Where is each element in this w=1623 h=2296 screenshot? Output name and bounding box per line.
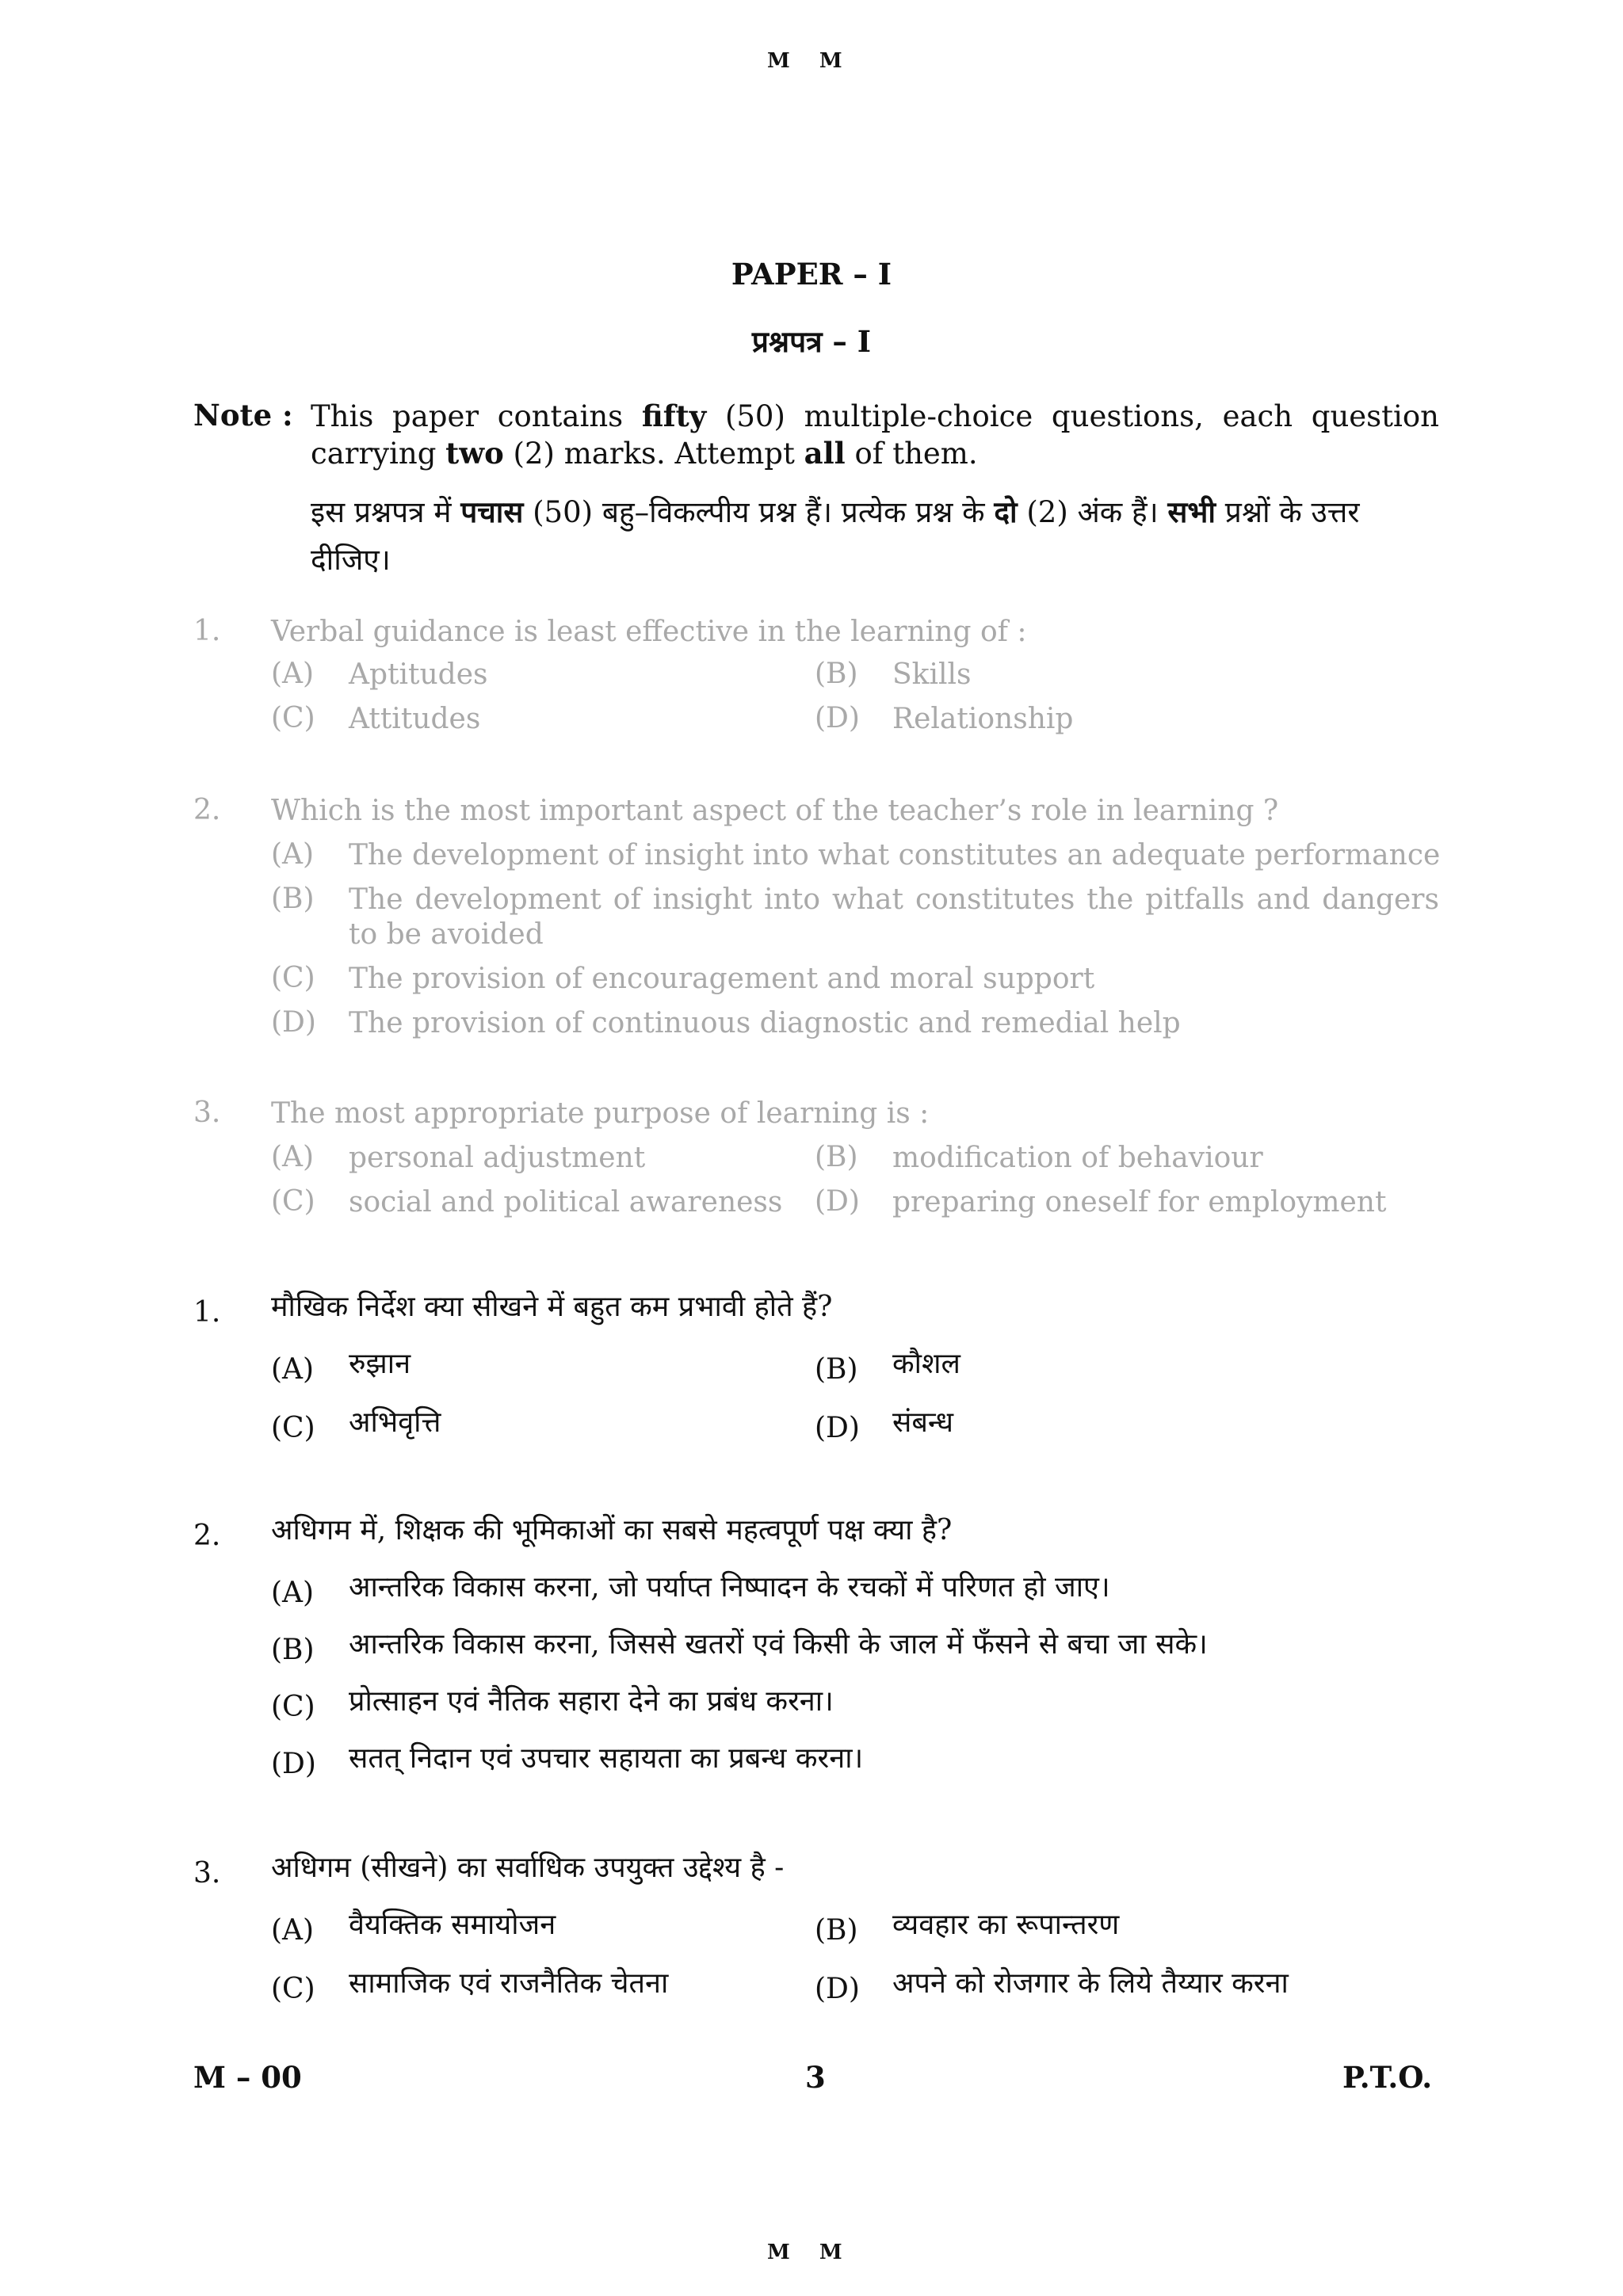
question-number: 3. [193,1857,221,1890]
option-text: व्यवहार का रूपान्तरण [892,1909,1120,1941]
option-text: अपने को रोजगार के लिये तैय्यार करना [892,1967,1289,2000]
footer-code: M – 00 [193,2060,302,2095]
question-text: Verbal guidance is least effective in the learning of : [271,616,1027,648]
option-text: Attitudes [349,703,481,735]
option-text: आन्तरिक विकास करना, जो पर्याप्त निष्पादन के रचकों में परिणत हो जाए। [349,1571,1110,1604]
option-text: रुझान [349,1348,411,1380]
option-letter: (A) [271,1141,315,1173]
option-letter: (C) [271,1973,315,2005]
question-number: 1. [193,615,221,647]
option-letter: (B) [815,1914,858,1947]
question-number: 2. [193,794,221,826]
option-letter: (C) [271,1691,315,1723]
option-letter: (D) [815,1412,860,1444]
option-text: प्रोत्साहन एवं नैतिक सहारा देने का प्रबंध करना। [349,1685,834,1718]
paper-title: PAPER – I [731,257,892,292]
note-hindi: इस प्रश्नपत्र में पचास (50) बहु–विकल्पीय प्रश्न हैं। प्रत्येक प्रश्न के दो (2) अंक हैं। सभी प्रश्नों के उत्तर दीजिए। [311,494,1360,577]
option-letter: (B) [271,883,315,915]
option-text: सामाजिक एवं राजनैतिक चेतना [349,1967,669,2000]
option-text: personal adjustment [349,1142,646,1174]
question-number: 3. [193,1097,221,1129]
option-letter: (D) [815,1973,860,2005]
option-text: अभिवृत्ति [349,1406,441,1439]
question-text: अधिगम में, शिक्षक की भूमिकाओं का सबसे महत्वपूर्ण पक्ष क्या है? [271,1514,953,1547]
option-text: Aptitudes [349,658,488,691]
option-text: कौशल [892,1348,960,1380]
option-text: आन्तरिक विकास करना, जिससे खतरों एवं किसी के जाल में फँसने से बचा जा सके। [349,1628,1208,1661]
option-letter: (B) [815,1353,858,1386]
option-letter: (D) [815,1185,860,1218]
option-letter: (B) [271,1634,315,1666]
question-number: 1. [193,1296,221,1329]
option-letter: (A) [271,838,315,871]
question-text: मौखिक निर्देश क्या सीखने में बहुत कम प्रभावी होते हैं? [271,1291,833,1323]
option-text: preparing oneself for employment [892,1186,1387,1219]
option-letter: (A) [271,658,315,690]
option-text: सतत् निदान एवं उपचार सहायता का प्रबन्ध करना। [349,1742,864,1775]
option-letter: (C) [271,1185,315,1218]
question-text: The most appropriate purpose of learning is : [271,1097,930,1130]
option-text: वैयक्तिक समायोजन [349,1909,556,1941]
note-label: Note : [193,398,293,433]
option-text: modification of behaviour [892,1142,1263,1174]
option-letter: (D) [271,1006,316,1039]
option-letter: (C) [271,702,315,734]
question-text: Which is the most important aspect of the teacher’s role in learning ? [271,795,1279,827]
footer-mark: M M [767,2241,854,2264]
header-mark: M M [767,49,854,73]
option-letter: (A) [271,1914,315,1947]
option-text: The provision of encouragement and moral support [349,963,1095,995]
option-text: social and political awareness [349,1186,783,1219]
option-text: The development of insight into what constitutes an adequate performance [349,839,1441,871]
option-text: संबन्ध [892,1406,954,1439]
option-letter: (A) [271,1353,315,1386]
option-letter: (A) [271,1577,315,1609]
option-letter: (C) [271,962,315,994]
option-letter: (B) [815,658,858,690]
option-text: The provision of continuous diagnostic and remedial help [349,1007,1181,1039]
option-letter: (B) [815,1141,858,1173]
option-text: Skills [892,658,972,691]
question-number: 2. [193,1520,221,1552]
option-letter: (D) [815,702,860,734]
option-text: The development of insight into what constitutes the pitfalls and dangers to be avoided [349,883,1439,951]
pto-label: P.T.O. [1342,2060,1433,2095]
question-text: अधिगम (सीखने) का सर्वाधिक उपयुक्त उद्देश्य है - [271,1852,785,1884]
note-english: This paper contains fifty (50) multiple-choice questions, each question carrying two (2) marks. Attempt all of them. [311,399,1439,471]
option-letter: (C) [271,1412,315,1444]
page-number: 3 [805,2060,826,2095]
option-letter: (D) [271,1748,316,1780]
option-text: Relationship [892,703,1074,735]
paper-title-hindi: प्रश्नपत्र – I [751,324,872,359]
